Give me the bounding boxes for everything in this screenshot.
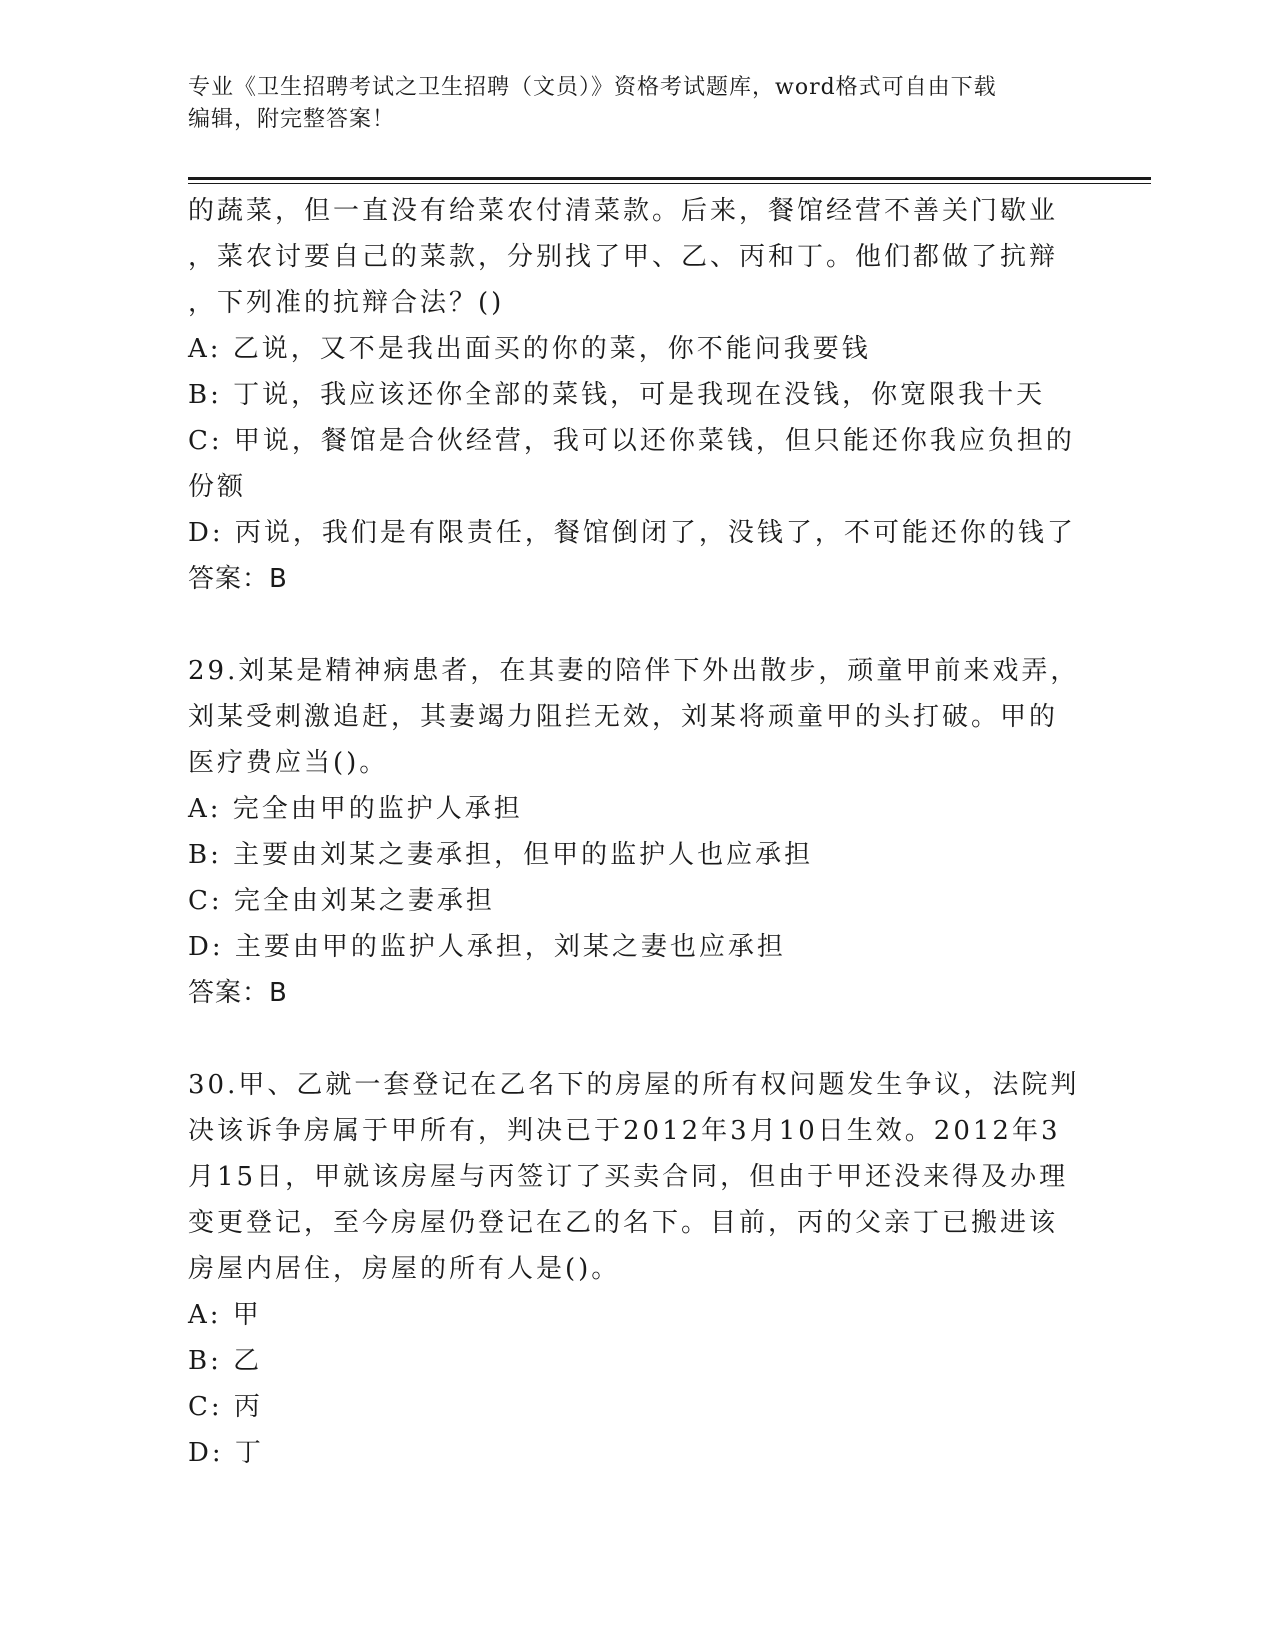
spacer: [188, 1016, 1088, 1062]
question-28: [188, 188, 1088, 602]
question-30-option-c: C: 丙: [188, 1392, 263, 1422]
question-30: [188, 1062, 1088, 1476]
question-28-stem-line-2: ，菜农讨要自己的菜款，分别找了甲、乙、丙和丁。他们都做了抗辩: [188, 242, 1059, 272]
header-line-1: 专业《卫生招聘考试之卫生招聘（文员）》资格考试题库，word格式可自由下载: [188, 75, 997, 100]
question-29-stem-line-1: 29.刘某是精神病患者，在其妻的陪伴下外出散步，顽童甲前来戏弄，: [188, 656, 1080, 686]
question-29-option-c: C: 完全由刘某之妻承担: [188, 886, 495, 916]
header-rule-thin: [188, 183, 1151, 184]
question-28-option-c-continued: 份额: [188, 472, 247, 502]
question-29-answer: 答案：B: [188, 978, 288, 1008]
document-body: [188, 188, 1088, 1476]
question-30-stem-line-2: 决该诉争房属于甲所有，判决已于2012年3月10日生效。2012年3: [188, 1116, 1061, 1146]
question-30-option-b: B: 乙: [188, 1346, 263, 1376]
question-30-stem-line-3: 月15日，甲就该房屋与丙签订了买卖合同，但由于甲还没来得及办理: [188, 1162, 1069, 1192]
question-30-stem-line-4: 变更登记，至今房屋仍登记在乙的名下。目前，丙的父亲丁已搬进该: [188, 1208, 1059, 1238]
header-rule-thick: [188, 177, 1151, 180]
question-28-stem-line-1: 的蔬菜，但一直没有给菜农付清菜款。后来，餐馆经营不善关门歇业: [188, 196, 1059, 226]
question-29: [188, 648, 1088, 1016]
question-28-option-c: C: 甲说，餐馆是合伙经营，我可以还你菜钱，但只能还你我应负担的: [188, 426, 1075, 456]
question-29-stem-line-2: 刘某受刺激追赶，其妻竭力阻拦无效，刘某将顽童甲的头打破。甲的: [188, 702, 1059, 732]
question-28-option-a: A: 乙说，又不是我出面买的你的菜，你不能问我要钱: [188, 334, 871, 364]
question-28-option-b: B: 丁说，我应该还你全部的菜钱，可是我现在没钱，你宽限我十天: [188, 380, 1046, 410]
question-28-answer: 答案：B: [188, 564, 288, 594]
question-30-stem-line-1: 30.甲、乙就一套登记在乙名下的房屋的所有权问题发生争议，法院判: [188, 1070, 1080, 1100]
question-30-stem-line-5: 房屋内居住，房屋的所有人是()。: [188, 1254, 621, 1284]
question-30-option-d: D: 丁: [188, 1438, 264, 1468]
question-28-option-d: D: 丙说，我们是有限责任，餐馆倒闭了，没钱了，不可能还你的钱了: [188, 518, 1076, 548]
question-29-stem-line-3: 医疗费应当()。: [188, 748, 389, 778]
document-header: [188, 72, 1088, 136]
spacer: [188, 602, 1088, 648]
question-28-stem-line-3: ，下列准的抗辩合法？(): [188, 288, 505, 318]
question-29-option-a: A: 完全由甲的监护人承担: [188, 794, 523, 824]
question-30-option-a: A: 甲: [188, 1300, 262, 1330]
question-29-option-b: B: 主要由刘某之妻承担，但甲的监护人也应承担: [188, 840, 814, 870]
question-29-option-d: D: 主要由甲的监护人承担，刘某之妻也应承担: [188, 932, 786, 962]
header-line-2: 编辑，附完整答案！: [188, 107, 396, 132]
